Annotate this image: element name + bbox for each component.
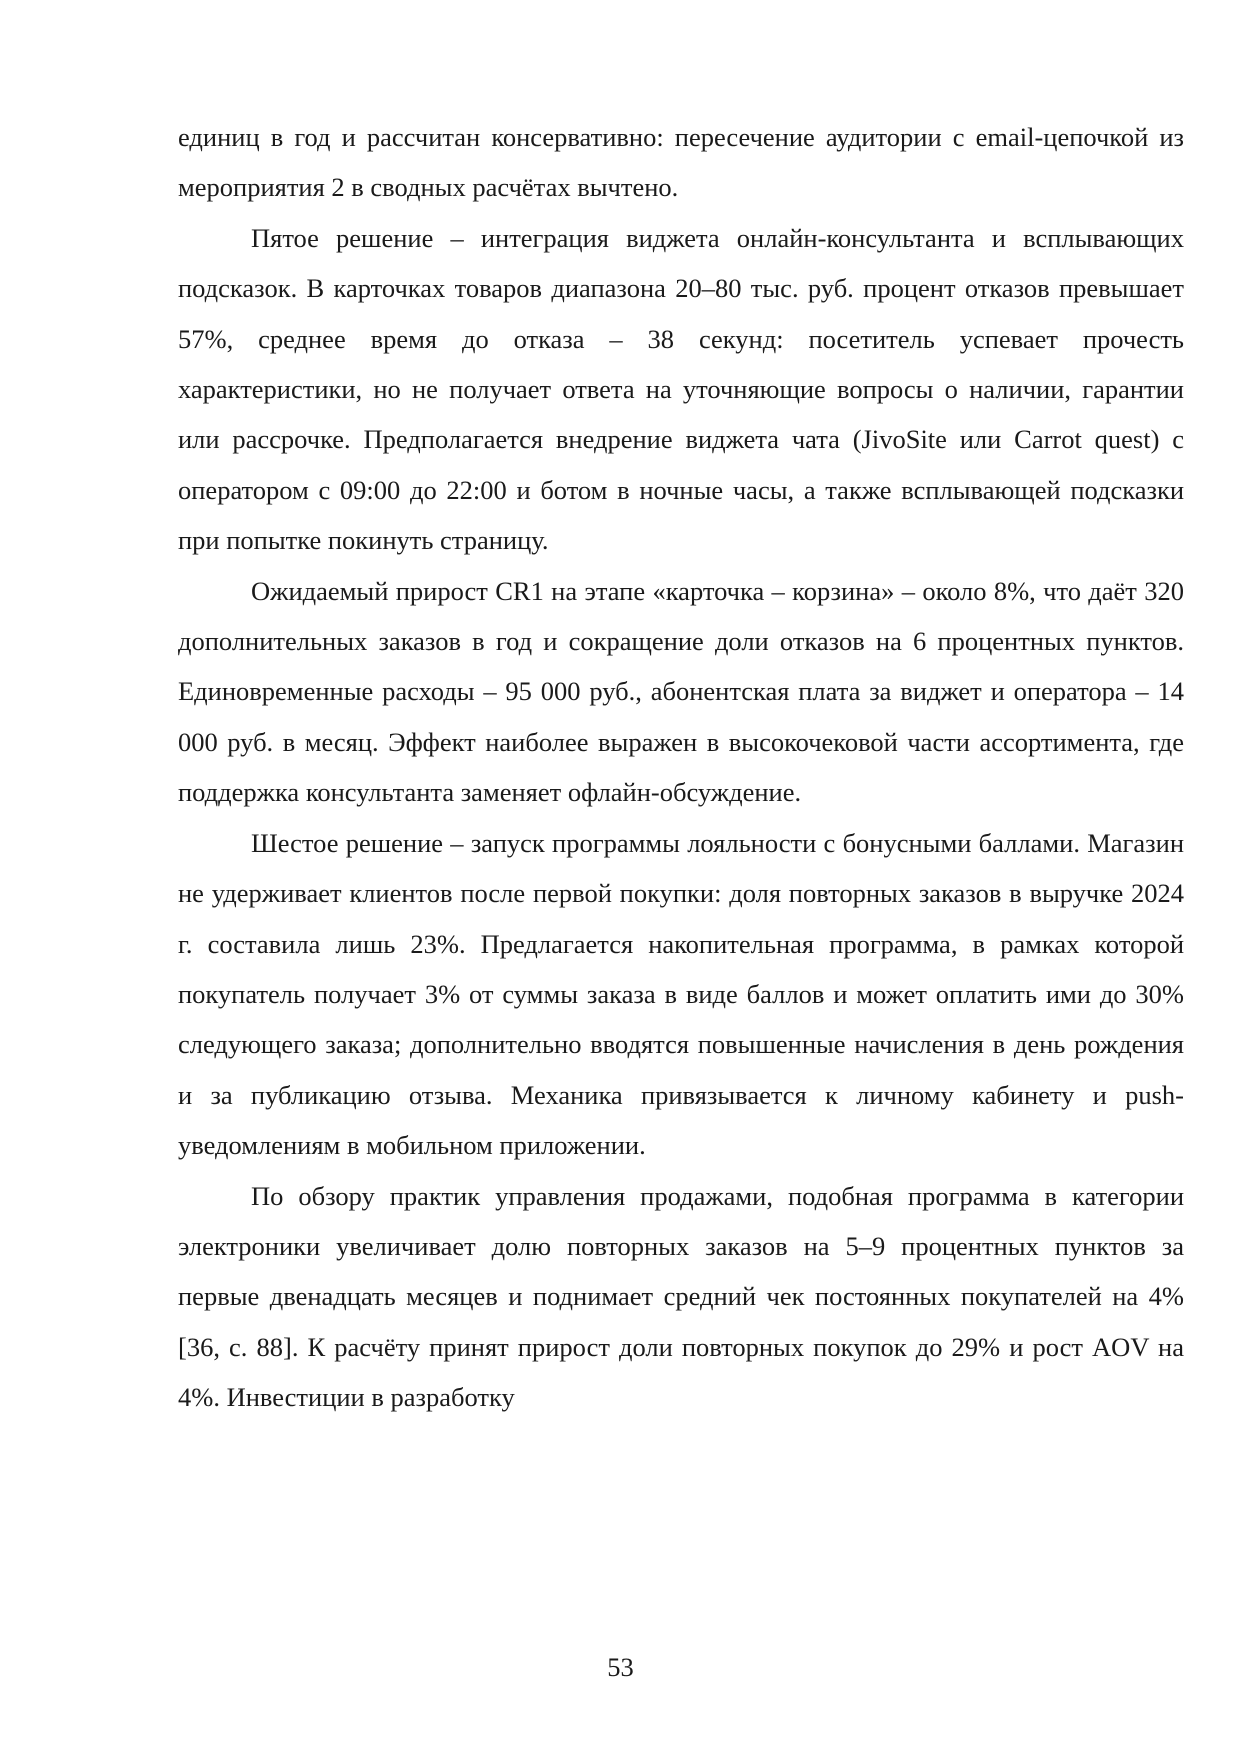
paragraph-practice-review: По обзору практик управления продажами, подобная программа в категории электроники увеличивает долю повторных заказов на 5–9 процентных пунктов за первые двенадцать месяцев и поднимает средний чек постоянных покупателей на 4% [36, с. 88]. К расчёту принят прирост доли повторных покупок до 29% и рост AOV на 4%. Инвестиции в разработку: [178, 1180, 1184, 1413]
paragraph-fifth-solution: Пятое решение – интеграция виджета онлайн-консультанта и всплывающих подсказок. В карточках товаров диапазона 20–80 тыс. руб. процент отказов превышает 57%, среднее время до отказа – 38 секунд: посетитель успевает прочесть характеристики, но не получает ответа на уточняющие вопросы о наличии, гарантии или рассрочке. Предполагается внедрение виджета чата (JivoSite или Carrot quest) с оператором с 09:00 до 22:00 и ботом в ночные часы, а также всплывающей подсказки при попытке покинуть страницу.: [178, 222, 1184, 556]
paragraph-continuation: единиц в год и рассчитан консервативно: пересечение аудитории с email-цепочкой из мероприятия 2 в сводных расчётах вычтено.: [178, 122, 1184, 203]
page-number: 53: [607, 1652, 634, 1682]
paragraph-sixth-solution: Шестое решение – запуск программы лояльности с бонусными баллами. Магазин не удерживает клиентов после первой покупки: доля повторных заказов в выручке 2024 г. составила лишь 23%. Предлагается накопительная программа, в рамках которой покупатель получает 3% от суммы заказа в виде баллов и может оплатить ими до 30% следующего заказа; дополнительно вводятся повышенные начисления в день рождения и за публикацию отзыва. Механика привязывается к личному кабинету и push-уведомлениям в мобильном приложении.: [178, 827, 1184, 1161]
body-text: [178, 112, 1184, 1423]
paragraph-expected-growth: Ожидаемый прирост CR1 на этапе «карточка – корзина» – около 8%, что даёт 320 дополнительных заказов в год и сокращение доли отказов на 6 процентных пунктов. Единовременные расходы – 95 000 руб., абонентская плата за виджет и оператора – 14 000 руб. в месяц. Эффект наиболее выражен в высокочековой части ассортимента, где поддержка консультанта заменяет офлайн-обсуждение.: [178, 575, 1184, 808]
